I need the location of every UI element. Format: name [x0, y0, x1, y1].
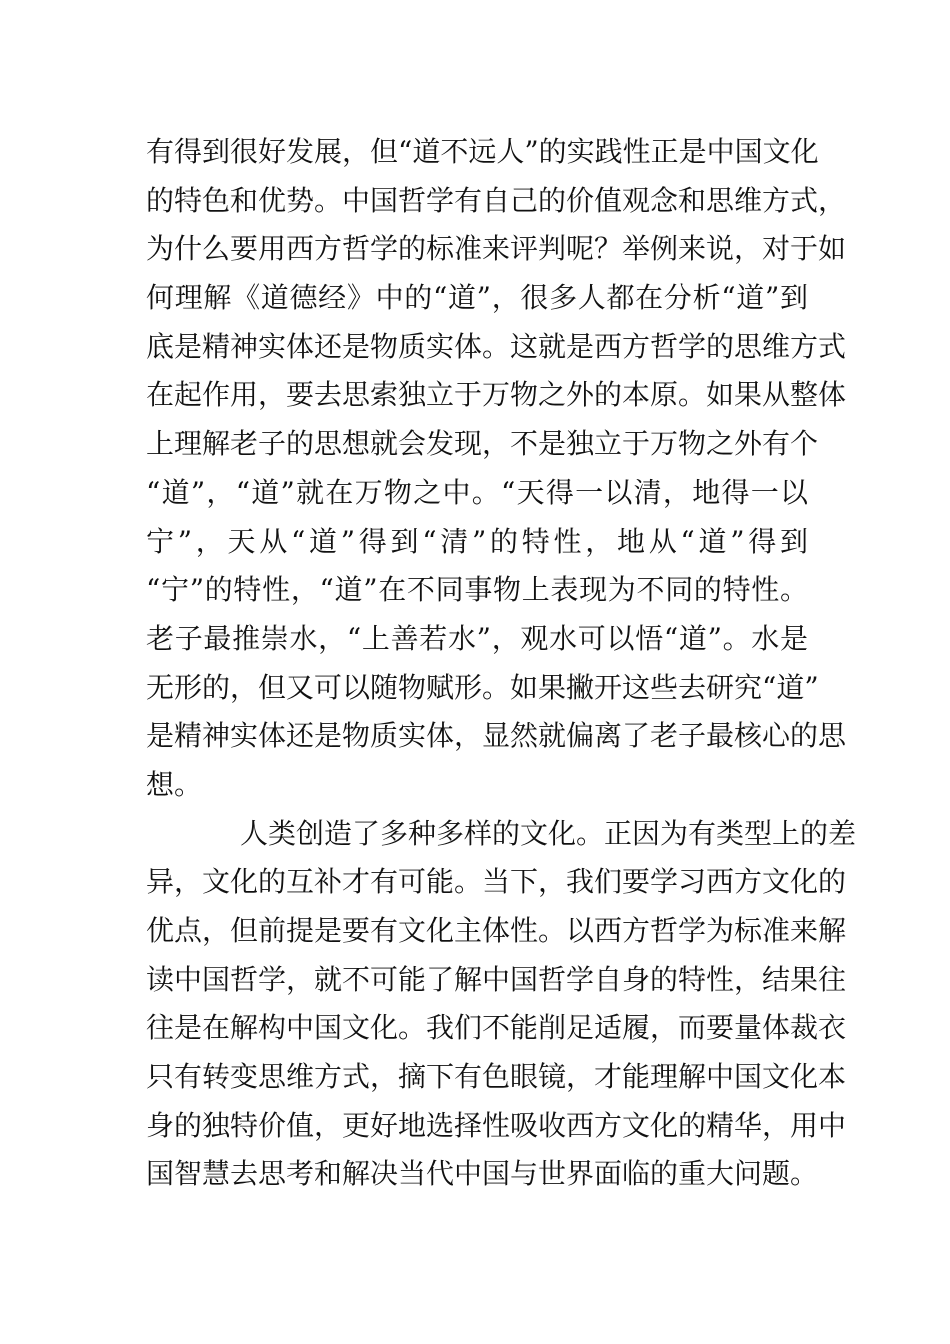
text-line: 是精神实体还是物质实体，显然就偏离了老子最核心的思	[146, 719, 847, 753]
text-line: 优点，但前提是要有文化主体性。以西方哲学为标准来解	[146, 914, 847, 947]
text-line: 底是精神实体还是物质实体。这就是西方哲学的思维方式	[146, 329, 847, 363]
text-line: 有得到很好发展，但“道不远人”的实践性正是中国文化	[146, 135, 819, 168]
text-line: 只有转变思维方式，摘下有色眼镜，才能理解中国文化本	[146, 1060, 847, 1094]
text-line: “道”，“道”就在万物之中。“天得一以清，地得一以	[146, 475, 808, 509]
text-line: 异，文化的互补才有可能。当下，我们要学习西方文化的	[146, 865, 847, 899]
text-line: “宁”的特性，“道”在不同事物上表现为不同的特性。	[146, 573, 808, 607]
text-line: 读中国哲学，就不可能了解中国哲学自身的特性，结果往	[146, 962, 847, 996]
text-line: 身的独特价值，更好地选择性吸收西方文化的精华，用中	[146, 1108, 847, 1142]
text-line: 想。	[146, 767, 203, 801]
text-line: 无形的，但又可以随物赋形。如果撇开这些去研究“道”	[146, 670, 819, 704]
text-line: 的特色和优势。中国哲学有自己的价值观念和思维方式，	[146, 183, 847, 217]
paragraph-2	[146, 810, 857, 1200]
paragraph-1	[146, 128, 847, 810]
text-line: 上理解老子的思想就会发现，不是独立于万物之外有个	[146, 427, 819, 461]
text-line: 老子最推崇水，“上善若水”，观水可以悟“道”。水是	[146, 621, 808, 655]
text-line: 在起作用，要去思索独立于万物之外的本原。如果从整体	[146, 378, 847, 412]
text-line: 宁”，天从“道”得到“清”的特性，地从“道”得到	[146, 524, 808, 558]
body-text	[146, 128, 857, 1199]
text-line: 人类创造了多种多样的文化。正因为有类型上的差	[240, 816, 857, 850]
text-line: 为什么要用西方哲学的标准来评判呢？举例来说，对于如	[146, 232, 847, 266]
text-line: 国智慧去思考和解决当代中国与世界面临的重大问题。	[146, 1157, 819, 1191]
text-line: 往是在解构中国文化。我们不能削足适履，而要量体裁衣	[146, 1011, 847, 1045]
text-line: 何理解《道德经》中的“道”，很多人都在分析“道”到	[146, 281, 808, 315]
